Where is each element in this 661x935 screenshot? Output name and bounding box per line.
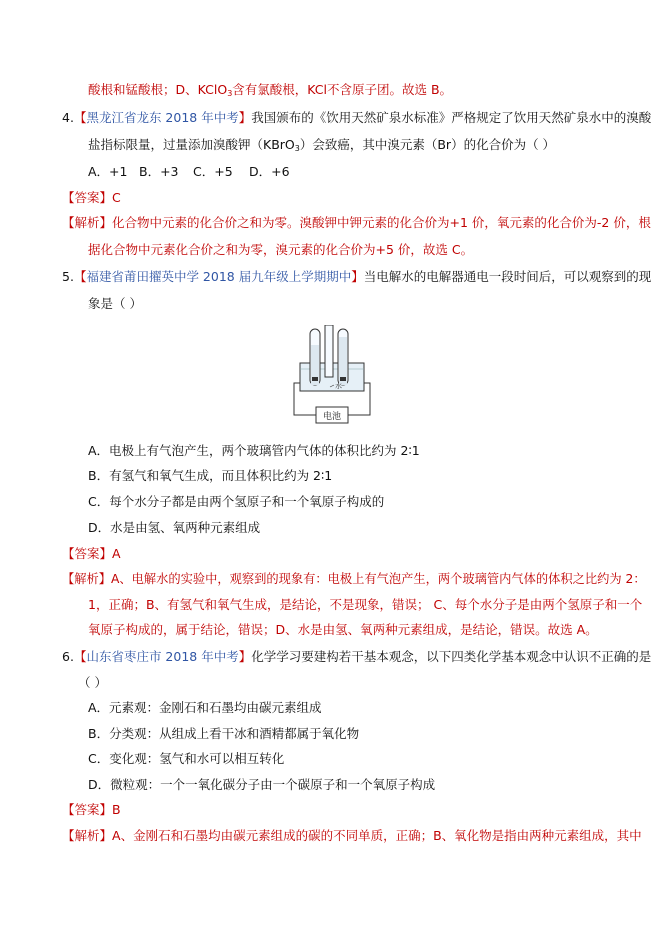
q4-analysis-text1: 化合物中元素的化合价之和为零。溴酸钾中钾元素的化合价为+1 价，氧元素的化合价为-2 价，根 <box>112 215 651 230</box>
q6-source: 山东省枣庄市 2018 年中考 <box>86 649 239 664</box>
q5-analysis-tag: 【解析】 <box>62 572 111 586</box>
q4-stem-subscript: 3 <box>294 144 300 153</box>
q4-option-b: B．+3 <box>139 164 179 179</box>
middle-funnel-tube <box>325 325 333 377</box>
q6-option-b: B．分类观：从组成上看干冰和酒精都属于氧化物 <box>88 726 360 741</box>
q4-stem-line1 <box>62 109 651 127</box>
q4-analysis-line2: 据化合物中元素化合价之和为零，溴元素的化合价为+5 价，故选 C。 <box>88 242 474 257</box>
q5-analysis-line2: 1，正确；B、有氢气和氧气生成，是结论，不是现象，错误； C、每个水分子是由两个氢原子和一个 <box>88 597 643 612</box>
battery-label: 电池 <box>322 412 342 422</box>
q4-number: 4. <box>62 110 74 125</box>
q6-answer <box>62 801 121 819</box>
electrolysis-apparatus-figure <box>290 325 374 427</box>
q5-source-open: 【 <box>73 269 87 284</box>
q4-source-open: 【 <box>73 110 87 125</box>
previous-analysis-tail <box>88 81 452 103</box>
q6-option-d: D．微粒观：一个一氧化碳分子由一个碳原子和一个氧原子构成 <box>88 777 436 792</box>
q4-option-d: D．+6 <box>249 164 290 179</box>
q5-answer <box>62 545 121 563</box>
q6-stem-text1: 化学学习要建构若干基本观念，以下四类化学基本观念中认识不正确的是 <box>251 649 652 664</box>
q5-answer-tag: 【答案】 <box>62 546 113 561</box>
q6-option-c: C．变化观：氢气和水可以相互转化 <box>88 751 285 766</box>
q4-answer <box>62 189 121 207</box>
q5-source-close: 】 <box>351 269 364 284</box>
q6-answer-tag: 【答案】 <box>62 802 113 817</box>
water-label: 水 <box>335 382 342 390</box>
q6-source-close: 】 <box>238 649 252 664</box>
q4-source-close: 】 <box>238 110 252 125</box>
q6-analysis-tag: 【解析】 <box>62 828 113 843</box>
q5-stem-line1 <box>62 268 651 286</box>
q5-analysis-line1 <box>62 570 646 588</box>
q6-analysis-line1 <box>62 827 642 845</box>
q5-analysis-text1: A、电解水的实验中，观察到的现象有：电极上有气泡产生，两个玻璃管内气体的体积之比约为 2： <box>111 572 646 586</box>
q4-option-c: C．+5 <box>193 164 233 179</box>
q4-stem-text2b: ）会致癌，其中溴元素（Br）的化合价为（ ） <box>299 137 556 152</box>
tail-text-a: 酸根和锰酸根；D、KClO <box>88 82 228 97</box>
q6-number: 6. <box>62 649 74 664</box>
q5-source: 福建省莆田擢英中学 2018 届九年级上学期期中 <box>86 269 352 284</box>
q5-option-d: D．水是由氢、氧两种元素组成 <box>88 520 261 535</box>
q5-option-c: C．每个水分子都是由两个氢原子和一个氧原子构成的 <box>88 494 385 509</box>
tail-text-b: 含有氯酸根，KCl不含原子团。故选 B。 <box>232 82 453 97</box>
q4-analysis-line1 <box>62 214 651 232</box>
q5-answer-value: A <box>112 546 121 561</box>
q6-analysis-text1: A、金刚石和石墨均由碳元素组成的碳的不同单质，正确；B、氧化物是指由两种元素组成，其中 <box>112 828 642 843</box>
q5-option-b: B．有氢气和氧气生成，而且体积比约为 2∶1 <box>88 468 333 483</box>
q5-option-a: A．电极上有气泡产生，两个玻璃管内气体的体积比约为 2∶1 <box>88 443 420 458</box>
q5-stem-line2: 象是（ ） <box>88 296 142 311</box>
q6-answer-value: B <box>112 802 121 817</box>
q6-stem-line2: （ ） <box>78 675 107 690</box>
q4-stem-line2 <box>88 136 555 158</box>
q5-number: 5. <box>62 269 74 284</box>
tail-subscript: 3 <box>227 89 233 98</box>
q5-stem-text1: 当电解水的电解器通电一段时间后，可以观察到的现 <box>363 269 652 284</box>
q4-stem-text1: 我国颁布的《饮用天然矿泉水标准》严格规定了饮用天然矿泉水中的溴酸 <box>251 110 652 125</box>
q5-analysis-line3: 氧原子构成的，属于结论，错误；D、水是由氢、氧两种元素组成，是结论，错误。故选 A。 <box>88 622 598 637</box>
q6-stem-line1 <box>62 648 651 666</box>
q4-answer-tag: 【答案】 <box>62 190 113 205</box>
q6-option-a: A．元素观：金刚石和石墨均由碳元素组成 <box>88 700 322 715</box>
q4-stem-text2a: 盐指标限量，过量添加溴酸钾（KBrO <box>88 137 295 152</box>
q4-analysis-tag: 【解析】 <box>62 215 113 230</box>
q4-option-a: A．+1 <box>88 164 128 179</box>
q4-source: 黑龙江省龙东 2018 年中考 <box>86 110 239 125</box>
q4-answer-value: C <box>112 190 121 205</box>
q6-source-open: 【 <box>73 649 87 664</box>
